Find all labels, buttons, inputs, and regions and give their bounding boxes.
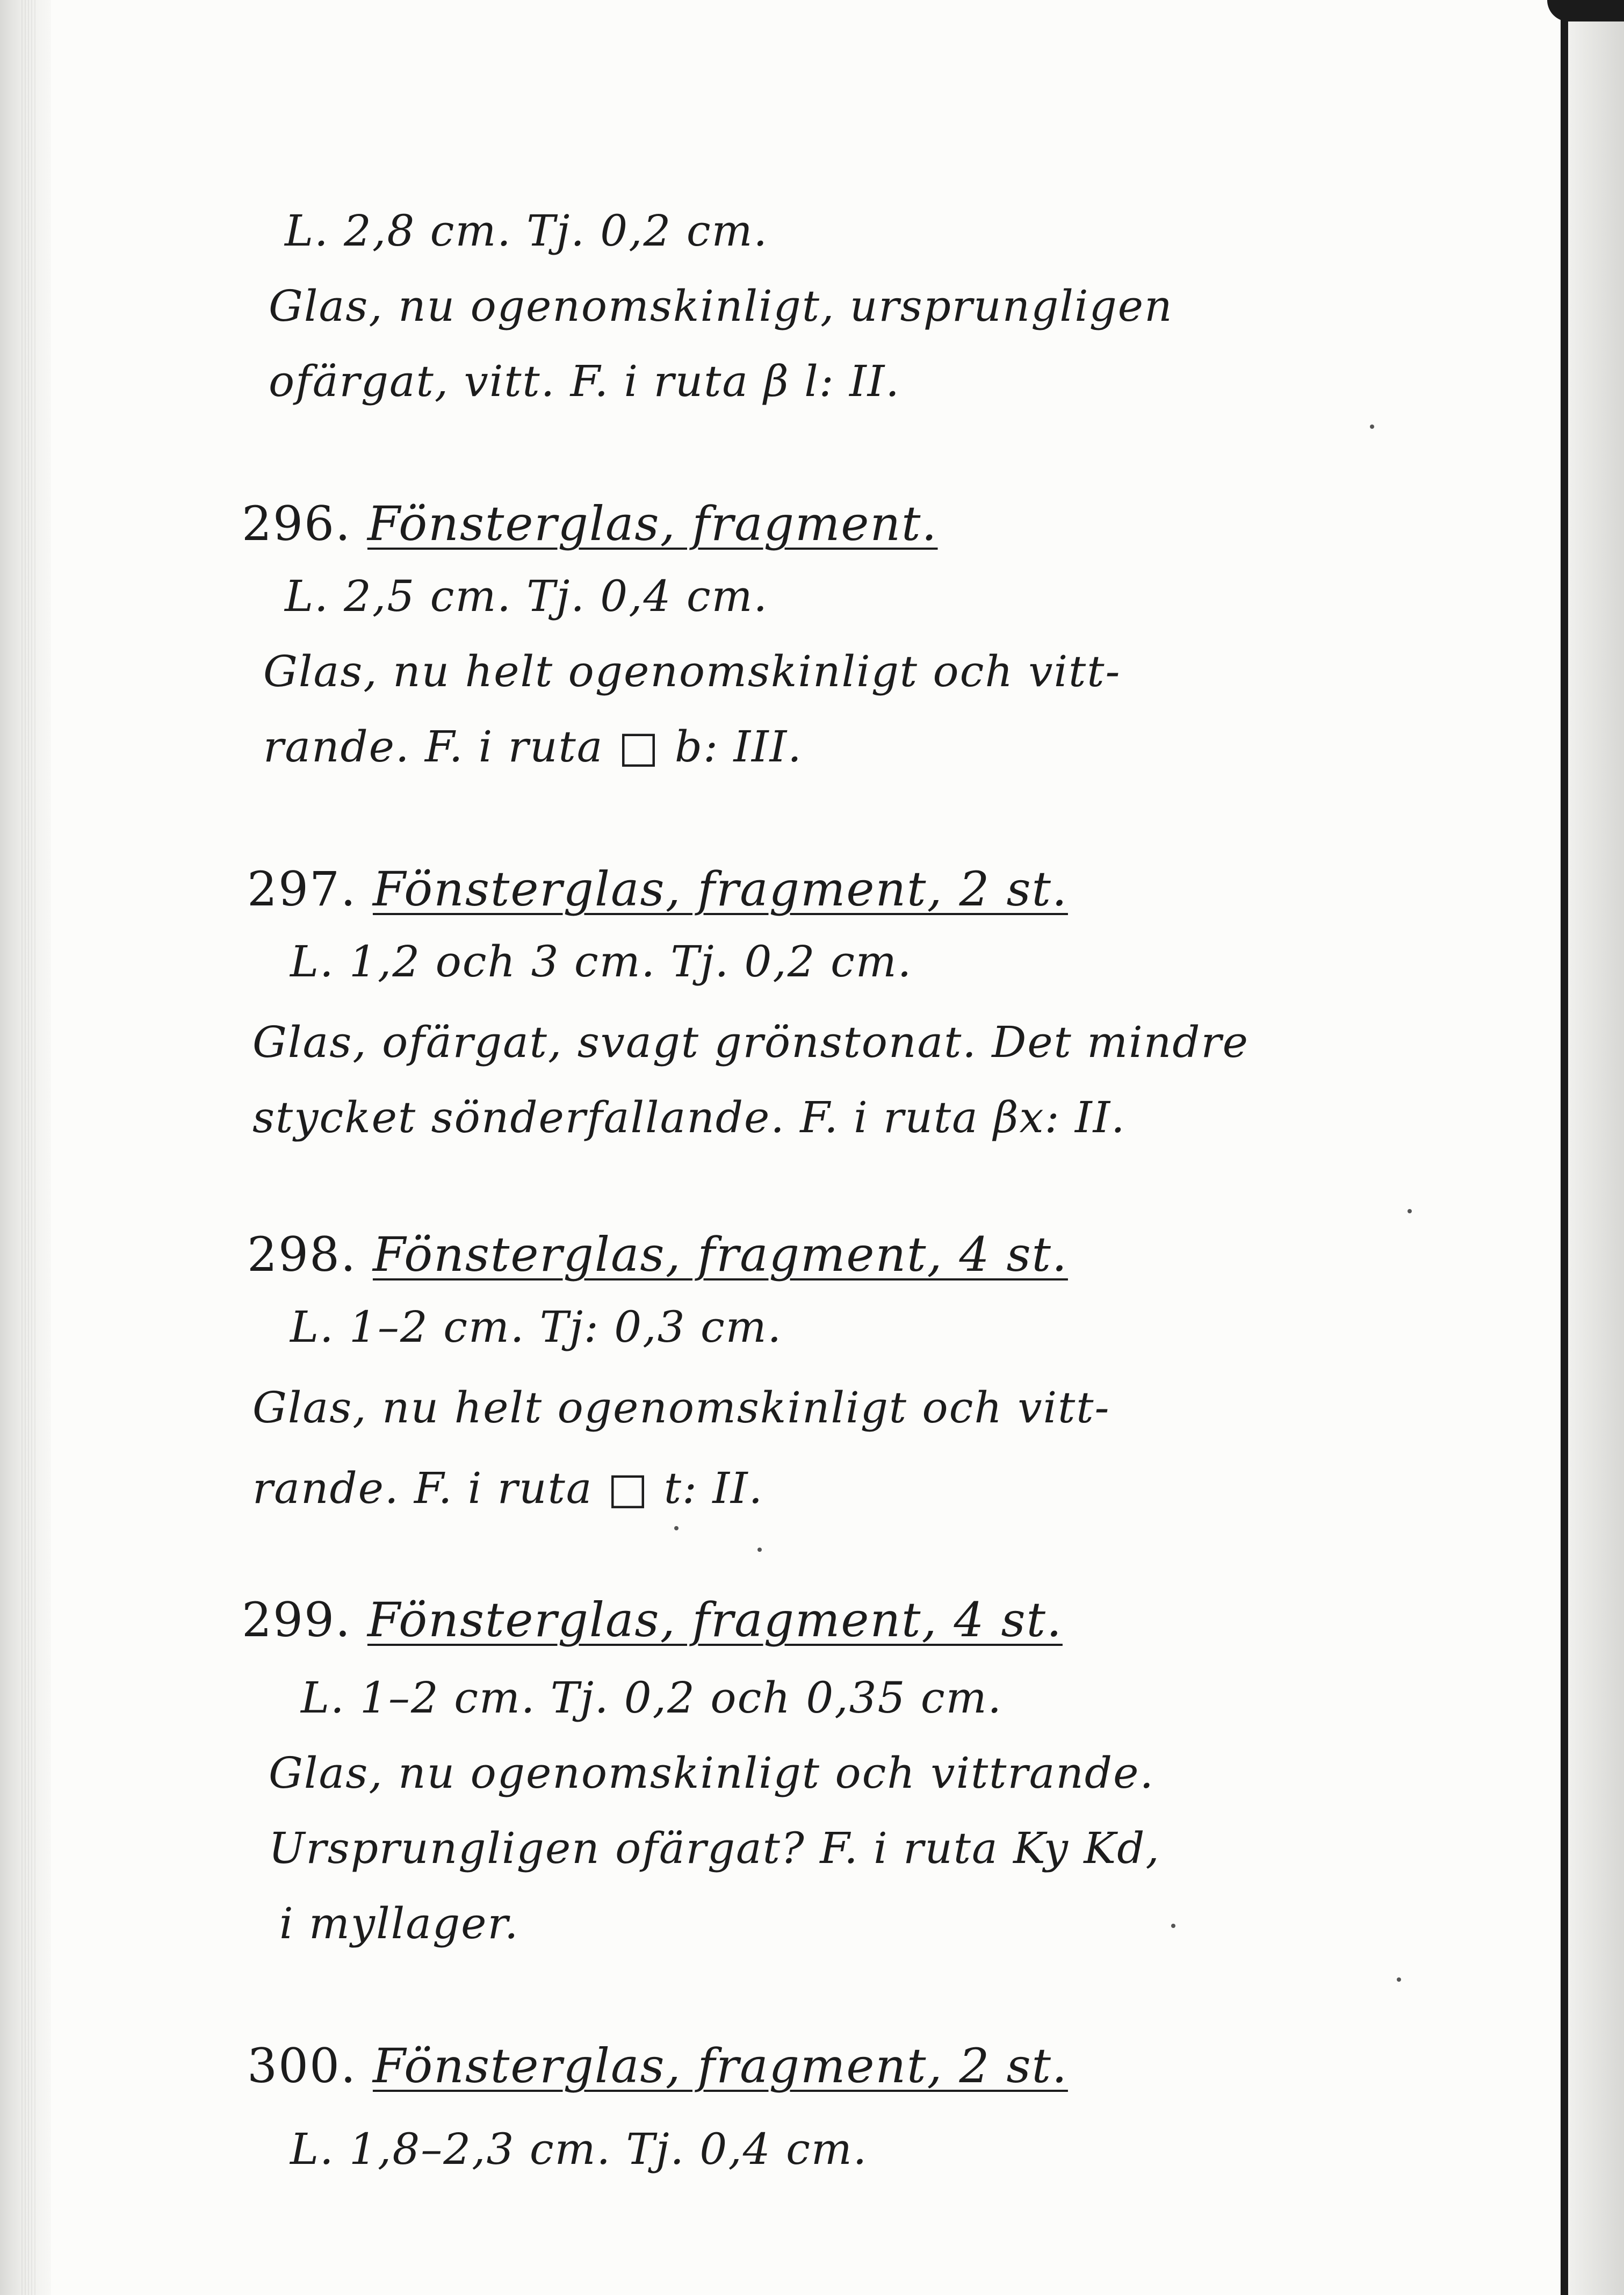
entry-297-number: 297. [247,861,357,917]
entry-297-heading [247,860,1068,919]
right-page-edge [1561,0,1624,2295]
entry-297-title: Fönsterglas, fragment, 2 st. [372,861,1068,917]
entry-300-heading [247,2037,1068,2096]
entry-296-heading [242,494,938,553]
entry-296-line-1: L. 2,5 cm. Tj. 0,4 cm. [285,571,768,621]
entry-298-line-2: Glas, nu helt ogenomskinligt och vitt- [252,1383,1110,1433]
scan-speck [757,1548,762,1552]
entry-296-number: 296. [242,496,351,551]
left-page-edges [21,0,38,2295]
entry-299-line-1: L. 1–2 cm. Tj. 0,2 och 0,35 cm. [301,1673,1002,1723]
entry-298-title: Fönsterglas, fragment, 4 st. [372,1227,1068,1282]
scan-speck [1408,1209,1412,1213]
entry-298-number: 298. [247,1227,357,1282]
scan-speck [674,1526,679,1530]
entry-299-title: Fönsterglas, fragment, 4 st. [367,1592,1063,1647]
entry-297-line-1: L. 1,2 och 3 cm. Tj. 0,2 cm. [290,937,913,987]
entry-296-line-2: Glas, nu helt ogenomskinligt och vitt- [263,646,1121,696]
entry-297-line-2: Glas, ofärgat, svagt grönstonat. Det mindre [252,1017,1250,1067]
entry-296-title: Fönsterglas, fragment. [367,496,938,551]
entry-299-number: 299. [242,1592,351,1647]
continuation-line-1: L. 2,8 cm. Tj. 0,2 cm. [285,206,768,256]
entry-296-line-3: rande. F. i ruta □ b: III. [263,722,803,772]
entry-299-line-2: Glas, nu ogenomskinligt och vittrande. [269,1748,1154,1798]
scan-speck [1171,1924,1175,1928]
right-binding-rule [1561,0,1568,2295]
entry-298-heading [247,1225,1068,1284]
right-corner-shadow [1547,0,1624,21]
scan-speck [1370,425,1374,429]
entry-300-number: 300. [247,2038,357,2093]
scan-speck [1397,1977,1401,1982]
entry-300-title: Fönsterglas, fragment, 2 st. [372,2038,1068,2093]
entry-299-heading [242,1591,1063,1650]
entry-297-line-3: stycket sönderfallande. F. i ruta βx: II. [252,1092,1126,1142]
continuation-line-3: ofärgat, vitt. F. i ruta β l: II. [269,356,900,406]
continuation-line-2: Glas, nu ogenomskinligt, ursprungligen [269,281,1173,331]
entry-300-line-1: L. 1,8–2,3 cm. Tj. 0,4 cm. [290,2124,868,2174]
entry-299-line-4: i myllager. [279,1898,519,1948]
entry-299-line-3: Ursprungligen ofärgat? F. i ruta Ky Kd, [269,1823,1160,1873]
entry-298-line-1: L. 1–2 cm. Tj: 0,3 cm. [290,1302,783,1352]
entry-298-line-3: rande. F. i ruta □ t: II. [252,1463,764,1513]
